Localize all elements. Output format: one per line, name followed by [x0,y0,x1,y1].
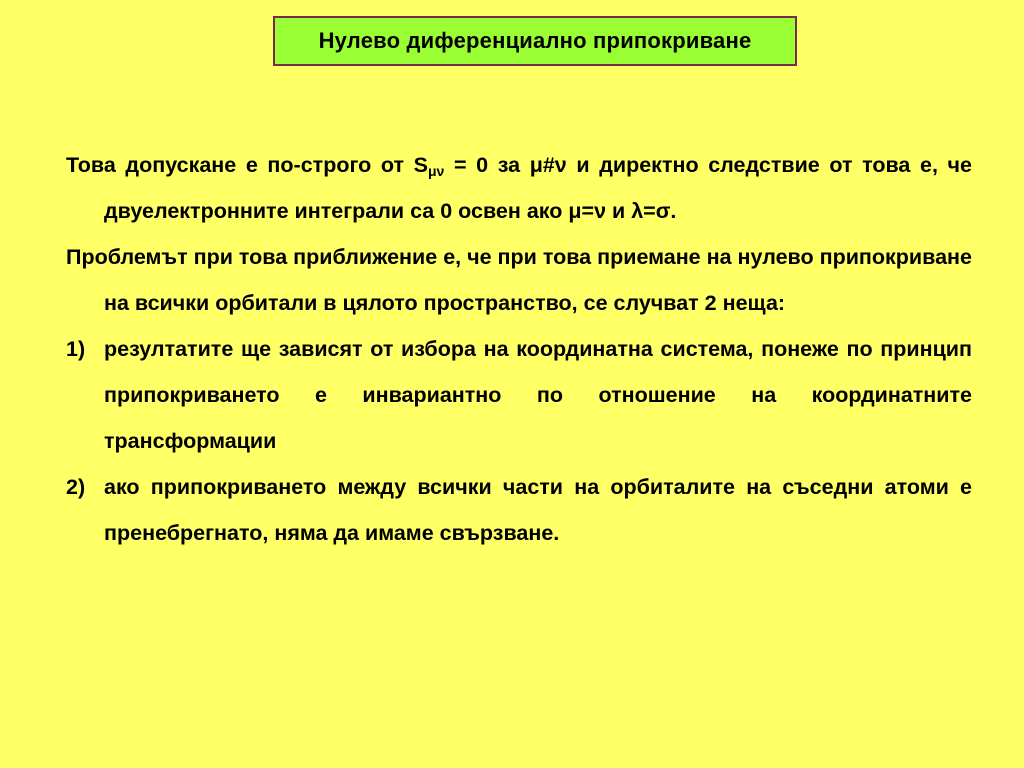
list-item-text: ако припокриването между всички части на орбиталите на съседни атоми е пренебрегнато, няма да имаме свързване. [104,475,972,545]
paragraph-assumption [66,142,972,234]
paragraph-problem: Проблемът при това приближение е, че при това приемане на нулево припокриване на всички орбитали в цялото пространство, се случват 2 неща: [66,245,972,315]
list-item-number: 1) [66,337,86,361]
paragraph-assumption-end: = 0 за μ#ν и директно следствие от това е, че двуелектронните интеграли са 0 освен ако μ=ν и λ=σ. [104,153,972,223]
list-item [66,464,972,556]
paragraph-assumption-start: Това допускане е по-строго от S [66,153,428,177]
list-item [66,326,972,464]
subscript-mu-nu: μν [427,163,445,179]
slide-body [66,142,972,556]
list-item-text: резултатите ще зависят от избора на координатна система, понеже по принцип припокриването е инвариантно по отношение на координатните трансформации [104,337,972,453]
slide-title: Нулево диференциално припокриване [273,16,797,66]
list-item-number: 2) [66,475,86,499]
